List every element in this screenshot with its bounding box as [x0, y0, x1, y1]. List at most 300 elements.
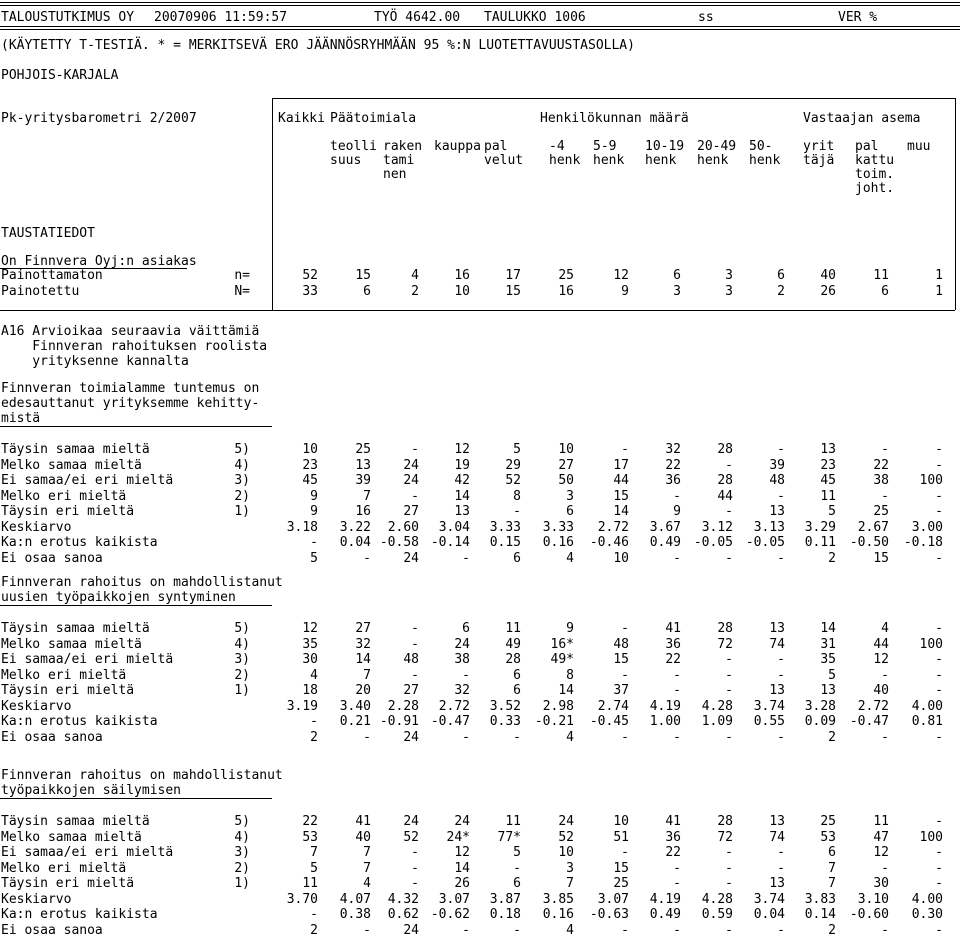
row-label: Melko eri mieltä — [1, 488, 127, 504]
row-code: 3) — [234, 652, 250, 667]
cell-value: 15 — [355, 268, 371, 283]
cell-value: 74 — [769, 636, 785, 652]
cell-value: 14 — [454, 860, 470, 876]
table-number: TAULUKKO 1006 — [484, 10, 586, 25]
cell-value: - — [673, 667, 681, 683]
row-label: Ei osaa sanoa — [1, 550, 103, 566]
cell-value: 11 — [873, 814, 889, 829]
cell-value: 49* — [550, 652, 574, 667]
cell-value: 31 — [820, 636, 836, 652]
section-title: Finnveran toimialamme tuntemus on — [1, 381, 260, 396]
section-title: mistä — [1, 411, 41, 426]
cell-value: - — [411, 621, 419, 636]
row-code: 4) — [234, 457, 250, 473]
cell-value: - — [935, 845, 943, 860]
cell-value: 13 — [769, 683, 785, 698]
cell-value: -0.46 — [589, 535, 629, 550]
cell-value: 24* — [446, 829, 470, 845]
cell-value: 24 — [558, 814, 574, 829]
column-header-text: velut — [484, 153, 524, 168]
cell-value: 44 — [613, 473, 629, 488]
cell-value: 29 — [505, 457, 521, 473]
cell-value: 100 — [919, 829, 943, 845]
cell-value: - — [935, 442, 943, 457]
column-header-text: henk — [749, 153, 781, 168]
cell-value: -0.05 — [745, 535, 785, 550]
cell-value: 23 — [302, 457, 318, 473]
job-number: TYÖ 4642.00 — [374, 10, 461, 25]
cell-value: 16 — [454, 268, 470, 283]
column-header-text: toim. — [855, 167, 895, 182]
cell-value: 13 — [769, 621, 785, 636]
cell-value: 13 — [454, 504, 470, 519]
cell-value: - — [310, 535, 318, 550]
cell-value: 20 — [355, 683, 371, 698]
cell-value: 12 — [873, 845, 889, 860]
cell-value: 0.21 — [339, 714, 371, 729]
cell-value: 14 — [558, 683, 574, 698]
cell-value: 4 — [566, 922, 574, 938]
cell-value: - — [513, 860, 521, 876]
cell-value: 27 — [355, 621, 371, 636]
cell-value: - — [673, 683, 681, 698]
row-label: Ei osaa sanoa — [1, 729, 103, 745]
cell-value: - — [411, 667, 419, 683]
cell-value: 38 — [873, 473, 889, 488]
cell-value: -0.21 — [534, 714, 574, 729]
cell-value: - — [935, 814, 943, 829]
cell-value: 38 — [454, 652, 470, 667]
cell-value: 2 — [777, 284, 785, 299]
cell-value: - — [411, 442, 419, 457]
cell-value: 7 — [828, 876, 836, 891]
cell-value: - — [411, 636, 419, 652]
column-header-text: joht. — [855, 181, 895, 196]
cell-value: - — [935, 504, 943, 519]
cell-value: - — [777, 550, 785, 566]
cell-value: - — [621, 667, 629, 683]
cell-value: - — [725, 457, 733, 473]
cell-value: 4 — [566, 729, 574, 745]
cell-value: 28 — [505, 652, 521, 667]
cell-value: 72 — [717, 636, 733, 652]
cell-value: 5 — [828, 504, 836, 519]
cell-value: 3.07 — [597, 891, 629, 907]
cell-value: - — [411, 488, 419, 504]
cell-value: - — [725, 504, 733, 519]
cell-value: 4 — [411, 268, 419, 283]
top-rule — [0, 2, 960, 6]
cell-value: - — [725, 876, 733, 891]
cell-value: 3 — [566, 488, 574, 504]
cell-value: -0.62 — [430, 907, 470, 922]
cell-value: 7 — [828, 860, 836, 876]
row-label: Painottamaton — [1, 268, 103, 283]
row-label: Ka:n erotus kaikista — [1, 535, 158, 550]
column-header-text: henk — [697, 153, 729, 168]
column-header-text: muu — [907, 139, 931, 154]
cell-value: - — [725, 860, 733, 876]
row-code: 5) — [234, 814, 250, 829]
cell-value: 1.00 — [649, 714, 681, 729]
cell-value: 22 — [665, 652, 681, 667]
row-label: Melko eri mieltä — [1, 860, 127, 876]
question-line-1: A16 Arvioikaa seuraavia väittämiä — [1, 324, 260, 339]
cell-value: 3.85 — [542, 891, 574, 907]
cell-value: - — [881, 729, 889, 745]
cell-value: 17 — [505, 268, 521, 283]
cell-value: 8 — [513, 488, 521, 504]
cell-value: - — [621, 729, 629, 745]
cell-value: 53 — [820, 829, 836, 845]
cell-value: 8 — [566, 667, 574, 683]
cell-value: 25 — [355, 442, 371, 457]
cell-value: 12 — [613, 268, 629, 283]
column-header-text: 20-49 — [697, 139, 737, 154]
cell-value: 41 — [665, 814, 681, 829]
cell-value: 2 — [828, 550, 836, 566]
cell-value: 6 — [462, 621, 470, 636]
cell-value: 3.29 — [804, 519, 836, 535]
cell-value: 0.16 — [542, 535, 574, 550]
cell-value: 10 — [613, 550, 629, 566]
cell-value: 3.07 — [438, 891, 470, 907]
cell-value: - — [777, 922, 785, 938]
cell-value: 3.70 — [286, 891, 318, 907]
cell-value: 24 — [454, 814, 470, 829]
cell-value: 39 — [355, 473, 371, 488]
section-title: Finnveran rahoitus on mahdollistanut — [1, 575, 283, 590]
cell-value: 3.28 — [804, 698, 836, 714]
cell-value: -0.47 — [849, 714, 889, 729]
cell-value: 6 — [673, 268, 681, 283]
column-header-text: henk — [593, 153, 625, 168]
cell-value: - — [310, 714, 318, 729]
cell-value: 44 — [717, 488, 733, 504]
cell-value: 12 — [454, 845, 470, 860]
cell-value: 19 — [454, 457, 470, 473]
cell-value: 0.15 — [489, 535, 521, 550]
cell-value: 35 — [302, 636, 318, 652]
cell-value: - — [935, 860, 943, 876]
cell-value: 1 — [935, 284, 943, 299]
cell-value: 24 — [403, 550, 419, 566]
cell-value: 14 — [454, 488, 470, 504]
row-label: Melko eri mieltä — [1, 667, 127, 683]
cell-value: 10 — [454, 284, 470, 299]
cell-value: 2.72 — [438, 698, 470, 714]
cell-value: 12 — [302, 621, 318, 636]
row-label: Keskiarvo — [1, 519, 72, 535]
cell-value: 100 — [919, 473, 943, 488]
ss-label: ss — [698, 10, 714, 25]
column-header-text: nen — [383, 167, 407, 182]
cell-value: - — [462, 667, 470, 683]
cell-value: 4.28 — [701, 891, 733, 907]
cell-value: 25 — [613, 876, 629, 891]
cell-value: 2.74 — [597, 698, 629, 714]
row-code: 1) — [234, 504, 250, 519]
row-code: 2) — [234, 860, 250, 876]
cell-value: -0.05 — [693, 535, 733, 550]
cell-value: 3.04 — [438, 519, 470, 535]
cell-value: - — [935, 667, 943, 683]
cell-value: - — [673, 550, 681, 566]
cell-value: 4 — [363, 876, 371, 891]
cell-value: 52 — [302, 268, 318, 283]
cell-value: 15 — [613, 860, 629, 876]
cell-value: - — [673, 729, 681, 745]
row-label: Ka:n erotus kaikista — [1, 714, 158, 729]
test-note: (KÄYTETTY T-TESTIÄ. * = MERKITSEVÄ ERO JÄÄNNÖSRYHMÄÄN 95 %:N LUOTETTAVUUSTASOLLA) — [1, 38, 635, 53]
header-bottom-line — [272, 310, 955, 311]
cell-value: 33 — [302, 284, 318, 299]
cell-value: - — [513, 922, 521, 938]
cell-value: 6 — [566, 504, 574, 519]
cell-value: 22 — [665, 457, 681, 473]
cell-value: - — [363, 729, 371, 745]
cell-value: 3.13 — [753, 519, 785, 535]
cell-value: 6 — [513, 876, 521, 891]
cell-value: 11 — [820, 488, 836, 504]
row-label: Melko samaa mieltä — [1, 457, 142, 473]
cell-value: - — [881, 860, 889, 876]
cell-value: 32 — [355, 636, 371, 652]
column-header-text: henk — [549, 153, 581, 168]
row-label: Täysin samaa mieltä — [1, 442, 150, 457]
cell-value: 1.09 — [701, 714, 733, 729]
cell-value: 2 — [828, 729, 836, 745]
cell-value: 0.09 — [804, 714, 836, 729]
cell-value: 15 — [613, 488, 629, 504]
row-label: Painotettu — [1, 284, 80, 299]
cell-value: 53 — [302, 829, 318, 845]
cell-value: 3.33 — [489, 519, 521, 535]
cell-value: 9 — [621, 284, 629, 299]
cell-value: 25 — [820, 814, 836, 829]
column-header-text: pal — [484, 139, 508, 154]
cell-value: 52 — [403, 829, 419, 845]
column-header-text: -4 — [549, 139, 565, 154]
row-code: 1) — [234, 876, 250, 891]
cell-value: 9 — [673, 504, 681, 519]
cell-value: 42 — [454, 473, 470, 488]
group-position: Vastaajan asema — [803, 111, 921, 126]
cell-value: - — [881, 488, 889, 504]
cell-value: - — [310, 907, 318, 922]
column-header-text: pal — [855, 139, 879, 154]
row-label: Ka:n erotus kaikista — [1, 907, 158, 922]
cell-value: 30 — [302, 652, 318, 667]
cell-value: 13 — [820, 683, 836, 698]
cell-value: 3.19 — [286, 698, 318, 714]
cell-value: 28 — [717, 442, 733, 457]
cell-value: 2 — [411, 284, 419, 299]
cell-value: 30 — [873, 876, 889, 891]
cell-value: - — [777, 860, 785, 876]
cell-value: - — [725, 845, 733, 860]
cell-value: 0.81 — [911, 714, 943, 729]
cell-value: 3 — [566, 860, 574, 876]
cell-value: 37 — [613, 683, 629, 698]
cell-value: 7 — [566, 876, 574, 891]
report-datetime: 20070906 11:59:57 — [154, 10, 288, 25]
cell-value: 0.18 — [489, 907, 521, 922]
cell-value: 45 — [302, 473, 318, 488]
cell-value: -0.60 — [849, 907, 889, 922]
cell-value: 5 — [513, 442, 521, 457]
column-header-text: henk — [645, 153, 677, 168]
cell-value: 9 — [310, 488, 318, 504]
cell-value: 3.52 — [489, 698, 521, 714]
cell-value: 77* — [497, 829, 521, 845]
cell-value: 4.32 — [387, 891, 419, 907]
cell-value: 13 — [355, 457, 371, 473]
cell-value: - — [777, 652, 785, 667]
cell-value: 15 — [613, 652, 629, 667]
cell-value: - — [777, 442, 785, 457]
cell-value: 26 — [820, 284, 836, 299]
cell-value: - — [725, 729, 733, 745]
cell-value: - — [462, 922, 470, 938]
cell-value: 36 — [665, 636, 681, 652]
column-header-text: raken — [383, 139, 423, 154]
cell-value: 25 — [558, 268, 574, 283]
cell-value: 14 — [820, 621, 836, 636]
cell-value: -0.18 — [903, 535, 943, 550]
cell-value: 13 — [769, 814, 785, 829]
row-label: Melko samaa mieltä — [1, 829, 142, 845]
cell-value: 5 — [828, 667, 836, 683]
cell-value: - — [935, 488, 943, 504]
cell-value: 3.83 — [804, 891, 836, 907]
cell-value: 6 — [513, 667, 521, 683]
cell-value: 4.28 — [701, 698, 733, 714]
cell-value: 6 — [881, 284, 889, 299]
background-subtitle: On Finnvera Oyj:n asiakas — [1, 254, 197, 269]
cell-value: - — [777, 488, 785, 504]
group-staff: Henkilökunnan määrä — [540, 111, 689, 126]
cell-value: - — [777, 667, 785, 683]
column-header-text: kattu — [855, 153, 895, 168]
row-label: Täysin eri mieltä — [1, 504, 135, 519]
cell-value: 48 — [613, 636, 629, 652]
cell-value: 0.55 — [753, 714, 785, 729]
cell-value: 16 — [558, 284, 574, 299]
cell-value: 4.07 — [339, 891, 371, 907]
cell-value: 3.12 — [701, 519, 733, 535]
cell-value: - — [673, 876, 681, 891]
cell-value: 11 — [505, 814, 521, 829]
cell-value: 14 — [613, 504, 629, 519]
cell-value: 11 — [505, 621, 521, 636]
cell-value: - — [411, 845, 419, 860]
cell-value: 26 — [454, 876, 470, 891]
cell-value: 2.60 — [387, 519, 419, 535]
cell-value: 2.67 — [857, 519, 889, 535]
cell-value: - — [777, 845, 785, 860]
cell-value: 7 — [363, 860, 371, 876]
row-code: 2) — [234, 488, 250, 504]
cell-value: - — [725, 667, 733, 683]
cell-value: 36 — [665, 829, 681, 845]
cell-value: 2 — [828, 922, 836, 938]
cell-value: -0.14 — [430, 535, 470, 550]
cell-value: 0.49 — [649, 907, 681, 922]
row-label: Keskiarvo — [1, 698, 72, 714]
cell-value: 6 — [513, 550, 521, 566]
section-underline — [0, 798, 272, 799]
cell-value: 0.11 — [804, 535, 836, 550]
cell-value: 4.00 — [911, 891, 943, 907]
cell-value: 41 — [355, 814, 371, 829]
cell-value: - — [673, 860, 681, 876]
row-code: 3) — [234, 473, 250, 488]
cell-value: 11 — [873, 268, 889, 283]
cell-value: - — [513, 504, 521, 519]
cell-value: 28 — [717, 473, 733, 488]
cell-value: 7 — [310, 845, 318, 860]
section-title: edesauttanut yrityksemme kehitty- — [1, 396, 260, 411]
cell-value: - — [935, 550, 943, 566]
cell-value: 40 — [820, 268, 836, 283]
cell-value: 1 — [935, 268, 943, 283]
header-top-line — [272, 98, 955, 99]
cell-value: - — [411, 876, 419, 891]
cell-value: 36 — [665, 473, 681, 488]
cell-value: 3.74 — [753, 698, 785, 714]
cell-value: 5 — [513, 845, 521, 860]
cell-value: - — [935, 457, 943, 473]
row-label: Ei samaa/ei eri mieltä — [1, 473, 174, 488]
cell-value: 48 — [769, 473, 785, 488]
row-code: n= — [234, 268, 250, 283]
cell-value: 3 — [673, 284, 681, 299]
cell-value: 2.98 — [542, 698, 574, 714]
cell-value: 9 — [310, 504, 318, 519]
cell-value: 9 — [566, 621, 574, 636]
group-total: Kaikki — [278, 111, 325, 126]
column-header-text: tami — [383, 153, 415, 168]
cell-value: 24 — [403, 457, 419, 473]
cell-value: 0.30 — [911, 907, 943, 922]
cell-value: 40 — [873, 683, 889, 698]
cell-value: 24 — [403, 473, 419, 488]
row-code: N= — [234, 284, 250, 299]
cell-value: 40 — [355, 829, 371, 845]
column-header-text: täjä — [803, 153, 835, 168]
cell-value: 13 — [769, 504, 785, 519]
cell-value: -0.63 — [589, 907, 629, 922]
group-industry: Päätoimiala — [330, 111, 417, 126]
cell-value: 4 — [310, 667, 318, 683]
cell-value: - — [673, 922, 681, 938]
cell-value: 52 — [505, 473, 521, 488]
column-header-text: yrit — [803, 139, 835, 154]
cell-value: 0.04 — [753, 907, 785, 922]
cell-value: 3.10 — [857, 891, 889, 907]
cell-value: -0.50 — [849, 535, 889, 550]
cell-value: 22 — [873, 457, 889, 473]
row-code: 5) — [234, 621, 250, 636]
row-label: Ei osaa sanoa — [1, 922, 103, 938]
cell-value: 3 — [725, 284, 733, 299]
cell-value: - — [881, 922, 889, 938]
cell-value: 74 — [769, 829, 785, 845]
version-label: VER % — [838, 10, 878, 25]
cell-value: 5 — [310, 550, 318, 566]
cell-value: 16* — [550, 636, 574, 652]
